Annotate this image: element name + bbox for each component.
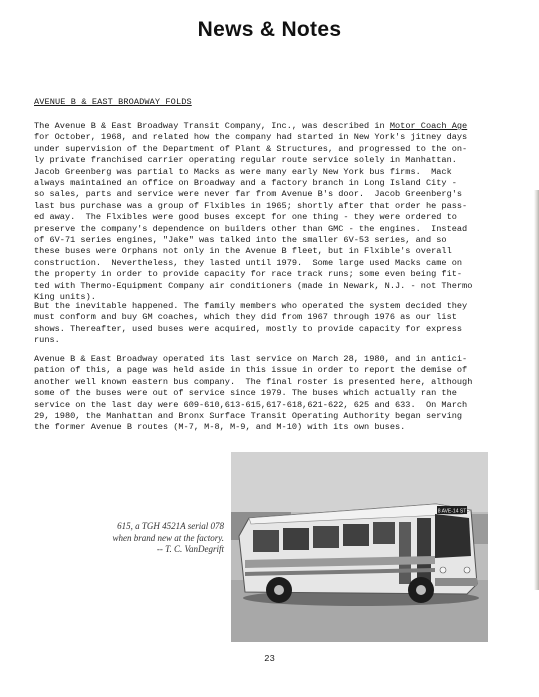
paragraph-line: shows. Thereafter, used buses were acquired, mostly to provide capacity for express bbox=[34, 323, 463, 334]
paragraph-line: of 6V-71 series engines, "Jake" was talked into the smaller 6V-53 series, and so bbox=[34, 235, 447, 246]
bus-illustration bbox=[231, 452, 488, 642]
section-heading: AVENUE B & EAST BROADWAY FOLDS bbox=[34, 97, 192, 107]
paragraph-line: King units). bbox=[34, 292, 96, 303]
paragraph-line: ly private franchised carrier operating regular route service solely in Manhattan. bbox=[34, 155, 457, 166]
photo-caption bbox=[38, 521, 224, 556]
paragraph-line: another well known eastern bus company. The final roster is presented here, although bbox=[34, 376, 473, 387]
article-paragraph-2 bbox=[34, 301, 496, 347]
paragraph-line: service on the last day were 609-610,613-615,617-618,621-622, 625 and 633. On March bbox=[34, 399, 468, 410]
paragraph-line: the former Avenue B routes (M-7, M-8, M-9, and M-10) with its own buses. bbox=[34, 422, 406, 433]
paragraph-line: Jacob Greenberg was partial to Macks as were many early New York bus firms. Mack bbox=[34, 166, 452, 177]
paragraph-line: last bus purchase was a group of Flxibles in 1965; shortly after that order he pass- bbox=[34, 200, 468, 211]
page-number: 23 bbox=[264, 654, 275, 664]
paragraph-line: under supervision of the Department of Plant & Structures, and progressed to the on- bbox=[34, 143, 468, 154]
paragraph-line: But the inevitable happened. The family members who operated the system decided they bbox=[34, 301, 468, 311]
paragraph-line: some of the buses were out of service since 1979. The buses which actually ran the bbox=[34, 388, 457, 399]
caption-line: 615, a TGH 4521A serial 078 bbox=[117, 521, 224, 531]
paragraph-line: must conform and buy GM coaches, which they did from 1967 through 1976 as our list bbox=[34, 312, 457, 323]
paragraph-line: pation of this, a page was held aside in this issue in order to report the demise of bbox=[34, 365, 468, 376]
paragraph-line: these buses were Orphans not only in the Avenue B fleet, but in Flxible's overall bbox=[34, 246, 452, 257]
paragraph-line: construction. Nevertheless, they lasted until 1979. Some large used Macks came on bbox=[34, 257, 463, 268]
paragraph-line: runs. bbox=[34, 335, 60, 346]
paragraph-line: for October, 1968, and related how the company had started in New York's jitney days bbox=[34, 132, 468, 143]
publication-title: Motor Coach Age bbox=[389, 121, 468, 131]
page-edge-shadow bbox=[534, 190, 539, 590]
bus-photo bbox=[231, 452, 488, 642]
paragraph-line: Avenue B & East Broadway operated its last service on March 28, 1980, and in antici- bbox=[34, 354, 468, 364]
article-paragraph-3 bbox=[34, 354, 496, 434]
caption-line: when brand new at the factory. bbox=[112, 532, 224, 543]
paragraph-line: ted with Thermo-Equipment Company air conditioners (made in Newark, N.J. - not Thermo bbox=[34, 280, 473, 291]
paragraph-line: The Avenue B & East Broadway Transit Company, Inc., was described in Motor Coach Age bbox=[34, 121, 468, 131]
paragraph-line: 29, 1980, the Manhattan and Bronx Surface Transit Operating Authority began serving bbox=[34, 411, 463, 422]
article-paragraph-1 bbox=[34, 121, 496, 304]
paragraph-line: the property in order to provide capacity for race track runs; some even being fit- bbox=[34, 269, 463, 280]
page-title: News & Notes bbox=[197, 18, 342, 41]
destination-sign-text: 8 AVE-14 ST bbox=[437, 508, 467, 515]
paragraph-line: preserve the company's dependence on builders other than GMC - the engines. Instead bbox=[34, 223, 468, 234]
paragraph-line: so sales, parts and service were never far from Avenue B's door. Jacob Greenberg's bbox=[34, 189, 463, 200]
paragraph-line: always maintained an office on Broadway and a factory branch in Long Island City - bbox=[34, 178, 457, 189]
caption-line: -- T. C. VanDegrift bbox=[156, 544, 224, 554]
paragraph-line: ed away. The Flxibles were good buses except for one thing - they were ordered to bbox=[34, 212, 457, 223]
